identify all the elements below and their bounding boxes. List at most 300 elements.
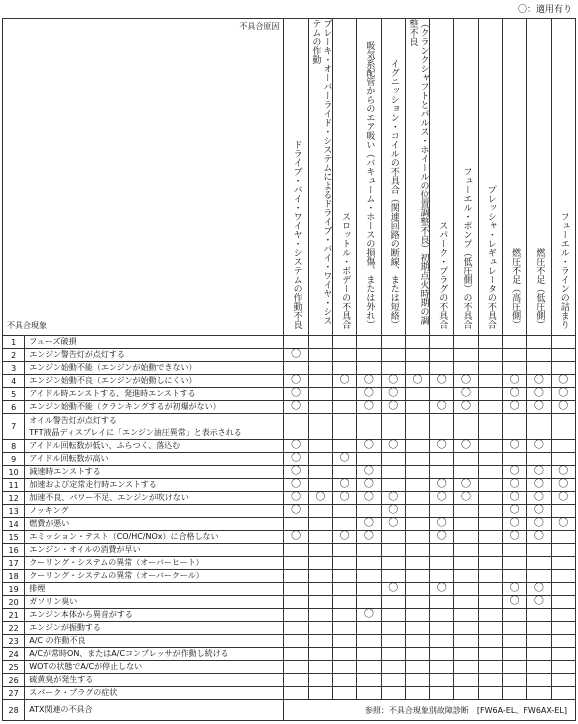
row-phenomenon	[25, 349, 284, 362]
applicable-mark: 〇	[357, 492, 381, 505]
phenomenon-text: 減速時エンストする	[29, 467, 101, 476]
row-phenomenon	[25, 544, 284, 557]
empty-cell	[478, 557, 502, 570]
applicable-mark: 〇	[502, 440, 526, 453]
empty-cell	[502, 674, 526, 687]
empty-cell	[308, 583, 332, 596]
empty-cell	[478, 622, 502, 635]
applicable-mark: 〇	[357, 518, 381, 531]
cause-header	[405, 19, 429, 336]
row-number: 14	[3, 518, 25, 531]
empty-cell	[551, 349, 575, 362]
row-number: 25	[3, 661, 25, 674]
applicable-mark: 〇	[332, 479, 356, 492]
empty-cell	[405, 531, 429, 544]
empty-cell	[308, 479, 332, 492]
empty-cell	[551, 661, 575, 674]
cause-header	[454, 19, 478, 336]
empty-cell	[284, 622, 308, 635]
cause-label: スロットル・ボデーの不具合	[340, 212, 351, 329]
phenomenon-title: 不具合現象	[7, 321, 47, 330]
applicable-mark: 〇	[502, 518, 526, 531]
empty-cell	[502, 453, 526, 466]
empty-cell	[502, 622, 526, 635]
empty-cell	[502, 635, 526, 648]
empty-cell	[308, 414, 332, 440]
cause-label: （クランクシャフトとパルス・ホイールの位置調整不良）初期点火時期の調整不良	[407, 19, 429, 325]
row-phenomenon	[25, 570, 284, 583]
cause-header	[284, 19, 308, 336]
applicable-mark: 〇	[430, 375, 454, 388]
applicable-mark: 〇	[284, 453, 308, 466]
empty-cell	[284, 635, 308, 648]
applicable-mark: 〇	[527, 492, 551, 505]
phenomenon-text: エンジン・オイルの消費が早い	[29, 545, 141, 554]
phenomenon-text: 加速および定常走行時エンストする	[29, 480, 157, 489]
empty-cell	[551, 674, 575, 687]
empty-cell	[454, 648, 478, 661]
applicable-mark: 〇	[527, 596, 551, 609]
empty-cell	[284, 336, 308, 349]
empty-cell	[454, 336, 478, 349]
empty-cell	[527, 570, 551, 583]
phenomenon-text: ガソリン臭い	[29, 597, 78, 606]
empty-cell	[430, 349, 454, 362]
empty-cell	[502, 570, 526, 583]
empty-cell	[454, 661, 478, 674]
row-phenomenon	[25, 531, 284, 544]
applicable-mark: 〇	[502, 466, 526, 479]
phenomenon-text: エンジン本体から異音がする	[29, 610, 133, 619]
phenomenon-text: フューズ破損	[29, 337, 77, 346]
row-number: 2	[3, 349, 25, 362]
empty-cell	[454, 414, 478, 440]
empty-cell	[308, 570, 332, 583]
phenomenon-text: オイル警告灯が点灯する	[29, 415, 117, 425]
empty-cell	[430, 557, 454, 570]
empty-cell	[357, 505, 381, 518]
empty-cell	[357, 622, 381, 635]
empty-cell	[527, 635, 551, 648]
phenomenon-text: エンジン始動不能（クランキングするが初爆がない）	[29, 402, 221, 411]
empty-cell	[454, 518, 478, 531]
empty-cell	[405, 544, 429, 557]
empty-cell	[527, 622, 551, 635]
table-row	[3, 349, 576, 362]
applicable-mark: 〇	[284, 388, 308, 401]
empty-cell	[478, 661, 502, 674]
applicable-mark: 〇	[430, 518, 454, 531]
cause-label: フューエル・ラインの詰まり	[558, 212, 569, 329]
empty-cell	[430, 505, 454, 518]
empty-cell	[308, 336, 332, 349]
table-corner-header	[3, 19, 284, 336]
applicable-mark: 〇	[527, 583, 551, 596]
empty-cell	[430, 414, 454, 440]
empty-cell	[332, 687, 356, 700]
empty-cell	[478, 635, 502, 648]
row-number: 15	[3, 531, 25, 544]
row-number: 9	[3, 453, 25, 466]
cause-header	[551, 19, 575, 336]
empty-cell	[551, 648, 575, 661]
empty-cell	[551, 570, 575, 583]
applicable-mark: 〇	[332, 375, 356, 388]
phenomenon-text: アイドル回転数が低い、ふらつく、落込む	[29, 441, 181, 450]
empty-cell	[454, 596, 478, 609]
empty-cell	[332, 635, 356, 648]
table-row	[3, 479, 576, 492]
applicable-mark: 〇	[284, 531, 308, 544]
cause-label: 燃圧不足（低圧側）	[534, 248, 545, 329]
empty-cell	[527, 544, 551, 557]
empty-cell	[454, 362, 478, 375]
empty-cell	[405, 570, 429, 583]
applicable-mark: 〇	[502, 492, 526, 505]
empty-cell	[357, 453, 381, 466]
empty-cell	[308, 622, 332, 635]
empty-cell	[332, 336, 356, 349]
empty-cell	[308, 687, 332, 700]
table-row	[3, 609, 576, 622]
applicable-mark: 〇	[357, 609, 381, 622]
empty-cell	[502, 609, 526, 622]
empty-cell	[454, 505, 478, 518]
empty-cell	[332, 466, 356, 479]
applicable-mark: 〇	[551, 388, 575, 401]
empty-cell	[551, 414, 575, 440]
row-number: 21	[3, 609, 25, 622]
empty-cell	[478, 596, 502, 609]
cause-label: 燃圧不足（高圧側）	[510, 248, 521, 329]
empty-cell	[527, 414, 551, 440]
applicable-mark: 〇	[502, 531, 526, 544]
cause-header	[430, 19, 454, 336]
table-row	[3, 375, 576, 388]
row-number: 4	[3, 375, 25, 388]
row-phenomenon	[25, 674, 284, 687]
empty-cell	[527, 336, 551, 349]
applicable-mark: 〇	[405, 375, 429, 388]
row-phenomenon	[25, 557, 284, 570]
row-number: 17	[3, 557, 25, 570]
cause-header	[357, 19, 381, 336]
empty-cell	[454, 687, 478, 700]
cause-header	[308, 19, 332, 336]
phenomenon-text: エンジン始動不能（エンジンが始動できない）	[29, 363, 197, 372]
applicable-mark: 〇	[527, 518, 551, 531]
empty-cell	[357, 570, 381, 583]
table-row	[3, 700, 576, 721]
empty-cell	[308, 453, 332, 466]
empty-cell	[308, 349, 332, 362]
empty-cell	[430, 622, 454, 635]
empty-cell	[551, 687, 575, 700]
empty-cell	[430, 466, 454, 479]
empty-cell	[527, 674, 551, 687]
empty-cell	[454, 544, 478, 557]
phenomenon-text: 硫黄臭が発生する	[29, 675, 94, 684]
applicable-mark: 〇	[381, 440, 405, 453]
empty-cell	[478, 505, 502, 518]
table-row	[3, 505, 576, 518]
table-row	[3, 362, 576, 375]
phenomenon-text: 燃費が悪い	[29, 519, 70, 528]
applicable-mark: 〇	[430, 479, 454, 492]
applicable-mark: 〇	[454, 440, 478, 453]
row-number: 7	[3, 414, 25, 440]
empty-cell	[332, 505, 356, 518]
empty-cell	[332, 661, 356, 674]
empty-cell	[357, 362, 381, 375]
table-row	[3, 531, 576, 544]
empty-cell	[405, 596, 429, 609]
empty-cell	[332, 583, 356, 596]
empty-cell	[308, 531, 332, 544]
empty-cell	[478, 583, 502, 596]
table-row	[3, 544, 576, 557]
applicable-mark: 〇	[381, 505, 405, 518]
empty-cell	[478, 687, 502, 700]
empty-cell	[381, 544, 405, 557]
empty-cell	[332, 362, 356, 375]
applicable-mark: 〇	[430, 492, 454, 505]
empty-cell	[284, 518, 308, 531]
empty-cell	[430, 609, 454, 622]
empty-cell	[332, 440, 356, 453]
row-number: 11	[3, 479, 25, 492]
empty-cell	[454, 622, 478, 635]
table-row	[3, 388, 576, 401]
applicable-mark: 〇	[332, 453, 356, 466]
row-phenomenon	[25, 362, 284, 375]
applicable-mark: 〇	[502, 596, 526, 609]
applicable-mark: 〇	[357, 401, 381, 414]
empty-cell	[478, 414, 502, 440]
empty-cell	[527, 609, 551, 622]
applicable-mark: 〇	[308, 492, 332, 505]
empty-cell	[308, 609, 332, 622]
empty-cell	[405, 414, 429, 440]
applicable-mark: 〇	[551, 466, 575, 479]
empty-cell	[551, 453, 575, 466]
row-phenomenon	[25, 596, 284, 609]
empty-cell	[357, 635, 381, 648]
empty-cell	[551, 440, 575, 453]
phenomenon-text: WOTの状態でA/Cが停止しない	[29, 662, 143, 671]
cause-label: ブレーキ・オーバーライド・システムによるドライブ・バイ・ワイヤ・システムの作動	[310, 19, 332, 325]
empty-cell	[308, 401, 332, 414]
table-row	[3, 336, 576, 349]
empty-cell	[357, 648, 381, 661]
empty-cell	[405, 687, 429, 700]
empty-cell	[284, 583, 308, 596]
applicable-mark: 〇	[527, 466, 551, 479]
empty-cell	[332, 518, 356, 531]
empty-cell	[478, 362, 502, 375]
empty-cell	[478, 349, 502, 362]
empty-cell	[405, 648, 429, 661]
empty-cell	[381, 531, 405, 544]
empty-cell	[357, 596, 381, 609]
empty-cell	[332, 414, 356, 440]
empty-cell	[551, 557, 575, 570]
empty-cell	[454, 635, 478, 648]
phenomenon-text: 排煙	[29, 584, 46, 593]
empty-cell	[357, 687, 381, 700]
empty-cell	[357, 349, 381, 362]
table-row	[3, 661, 576, 674]
empty-cell	[381, 609, 405, 622]
row-number: 23	[3, 635, 25, 648]
empty-cell	[551, 505, 575, 518]
empty-cell	[308, 375, 332, 388]
applicable-mark: 〇	[284, 349, 308, 362]
row-number: 10	[3, 466, 25, 479]
empty-cell	[551, 583, 575, 596]
applicable-mark: 〇	[381, 583, 405, 596]
empty-cell	[551, 544, 575, 557]
row-number: 22	[3, 622, 25, 635]
phenomenon-text: エミッション・テスト（CO/HC/NOx）に合格しない	[29, 532, 219, 541]
applicable-mark: 〇	[527, 505, 551, 518]
row-number: 13	[3, 505, 25, 518]
empty-cell	[405, 466, 429, 479]
applicable-mark: 〇	[454, 388, 478, 401]
empty-cell	[478, 674, 502, 687]
empty-cell	[308, 466, 332, 479]
empty-cell	[478, 466, 502, 479]
empty-cell	[381, 674, 405, 687]
empty-cell	[430, 635, 454, 648]
empty-cell	[405, 622, 429, 635]
row-phenomenon	[25, 583, 284, 596]
empty-cell	[527, 557, 551, 570]
empty-cell	[284, 414, 308, 440]
applicable-mark: 〇	[502, 505, 526, 518]
empty-cell	[332, 674, 356, 687]
empty-cell	[454, 531, 478, 544]
row-phenomenon	[25, 466, 284, 479]
empty-cell	[478, 492, 502, 505]
empty-cell	[381, 349, 405, 362]
table-row	[3, 687, 576, 700]
empty-cell	[405, 440, 429, 453]
applicable-mark: 〇	[551, 479, 575, 492]
empty-cell	[357, 414, 381, 440]
empty-cell	[332, 557, 356, 570]
empty-cell	[308, 362, 332, 375]
empty-cell	[527, 661, 551, 674]
empty-cell	[381, 557, 405, 570]
empty-cell	[454, 674, 478, 687]
empty-cell	[332, 622, 356, 635]
empty-cell	[478, 401, 502, 414]
row-number: 19	[3, 583, 25, 596]
applicable-mark: 〇	[502, 388, 526, 401]
applicable-mark: 〇	[454, 401, 478, 414]
applicable-mark: 〇	[284, 492, 308, 505]
applicable-mark: 〇	[381, 388, 405, 401]
empty-cell	[308, 674, 332, 687]
empty-cell	[454, 583, 478, 596]
empty-cell	[381, 596, 405, 609]
empty-cell	[551, 596, 575, 609]
cause-label: 吸気系配管からのエア吸い（バキューム・ホースの損傷、または外れ）	[364, 41, 375, 329]
empty-cell	[405, 661, 429, 674]
empty-cell	[381, 466, 405, 479]
empty-cell	[308, 557, 332, 570]
applicable-mark: 〇	[357, 466, 381, 479]
empty-cell	[430, 453, 454, 466]
empty-cell	[551, 622, 575, 635]
phenomenon-text: アイドル時エンストする、発進時エンストする	[29, 389, 196, 398]
empty-cell	[284, 661, 308, 674]
row-phenomenon	[25, 440, 284, 453]
table-row	[3, 635, 576, 648]
empty-cell	[284, 674, 308, 687]
empty-cell	[502, 349, 526, 362]
row-number: 16	[3, 544, 25, 557]
row-phenomenon	[25, 388, 284, 401]
empty-cell	[381, 661, 405, 674]
empty-cell	[430, 674, 454, 687]
empty-cell	[478, 479, 502, 492]
empty-cell	[502, 687, 526, 700]
empty-cell	[332, 388, 356, 401]
applicable-mark: 〇	[430, 440, 454, 453]
empty-cell	[308, 596, 332, 609]
empty-cell	[308, 635, 332, 648]
empty-cell	[405, 635, 429, 648]
row-phenomenon	[25, 661, 284, 674]
applicable-mark: 〇	[527, 531, 551, 544]
empty-cell	[478, 388, 502, 401]
phenomenon-text: エンジン警告灯が点灯する	[29, 350, 125, 359]
applicable-mark: 〇	[454, 375, 478, 388]
phenomenon-text-line2: TFT液晶ディスプレイに「エンジン油圧異常」と表示される	[29, 427, 242, 437]
empty-cell	[332, 544, 356, 557]
row-number: 3	[3, 362, 25, 375]
row-phenomenon	[25, 453, 284, 466]
applicable-mark: 〇	[551, 401, 575, 414]
empty-cell	[478, 531, 502, 544]
row-number: 24	[3, 648, 25, 661]
empty-cell	[527, 349, 551, 362]
empty-cell	[405, 583, 429, 596]
row-phenomenon	[25, 414, 284, 440]
empty-cell	[430, 687, 454, 700]
empty-cell	[284, 362, 308, 375]
applicable-mark: 〇	[527, 375, 551, 388]
row-number: 1	[3, 336, 25, 349]
empty-cell	[430, 570, 454, 583]
empty-cell	[551, 531, 575, 544]
applicable-mark: 〇	[357, 388, 381, 401]
applicable-mark: 〇	[527, 440, 551, 453]
diagnosis-table	[2, 18, 576, 721]
empty-cell	[430, 661, 454, 674]
empty-cell	[430, 362, 454, 375]
phenomenon-text: A/C の作動不良	[29, 636, 86, 645]
empty-cell	[381, 570, 405, 583]
empty-cell	[332, 596, 356, 609]
empty-cell	[454, 609, 478, 622]
phenomenon-text: 加速不良、パワー不足、エンジンが吹けない	[29, 493, 189, 502]
empty-cell	[357, 674, 381, 687]
empty-cell	[381, 479, 405, 492]
empty-cell	[308, 505, 332, 518]
